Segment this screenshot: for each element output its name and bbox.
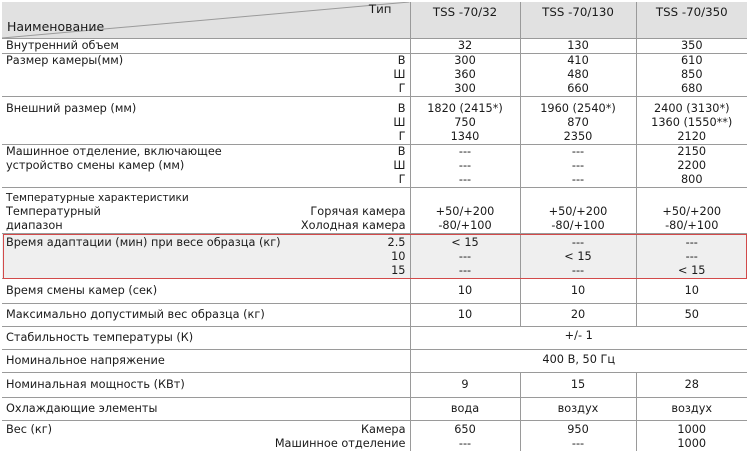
cell-value: --- bbox=[571, 159, 585, 172]
row-external-size bbox=[2, 97, 747, 145]
cell-value: --- bbox=[458, 437, 472, 450]
cell-value: вода bbox=[410, 398, 520, 421]
weight-label: 15 bbox=[391, 264, 406, 277]
row-label: Номинальная мощность (КВт) bbox=[2, 373, 410, 398]
cell-value: 10 bbox=[410, 279, 520, 304]
cell-value: 10 bbox=[520, 279, 636, 304]
cell-value: воздух bbox=[520, 398, 636, 421]
cell-value: --- bbox=[458, 159, 472, 172]
name-label: Наименование bbox=[7, 19, 105, 34]
cell-value: +50/+200 bbox=[548, 205, 608, 218]
cell-value: < 15 bbox=[564, 250, 592, 263]
cell-value: 750 bbox=[454, 116, 476, 129]
cell-value: +/- 1 bbox=[410, 327, 747, 350]
cell-value: < 15 bbox=[678, 264, 706, 277]
row-stability bbox=[2, 327, 747, 350]
cell-value: -80/+100 bbox=[665, 219, 719, 232]
cell-value: 2150 bbox=[677, 145, 707, 158]
cell-value: 350 bbox=[636, 39, 747, 54]
header-row bbox=[2, 2, 747, 39]
cell-value: --- bbox=[571, 173, 585, 186]
cell-value: 480 bbox=[567, 68, 589, 81]
cell-value: 28 bbox=[636, 373, 747, 398]
cell-value: --- bbox=[571, 264, 585, 277]
cell-value: --- bbox=[458, 264, 472, 277]
row-power bbox=[2, 373, 747, 398]
cell-value: 870 bbox=[567, 116, 589, 129]
cell-value: 1820 (2415*) bbox=[427, 102, 503, 115]
cell-value: 1000 bbox=[677, 437, 707, 450]
row-cooling bbox=[2, 398, 747, 421]
cell-value: +50/+200 bbox=[435, 205, 495, 218]
cell-value: 650 bbox=[454, 423, 476, 436]
row-label: устройство смены камер (мм) bbox=[6, 159, 185, 172]
cell-value: --- bbox=[685, 236, 698, 249]
row-label: диапазон bbox=[6, 219, 63, 232]
cell-value: -80/+100 bbox=[551, 219, 605, 232]
dim-label: В bbox=[397, 145, 406, 158]
row-label: Номинальное напряжение bbox=[2, 350, 410, 373]
model-2-header: TSS -70/130 bbox=[542, 5, 614, 19]
cell-value: 300 bbox=[454, 54, 476, 67]
dim-label: Ш bbox=[393, 116, 406, 129]
cell-value: --- bbox=[571, 236, 585, 249]
cell-value: 10 bbox=[636, 279, 747, 304]
cell-value: 9 bbox=[410, 373, 520, 398]
row-label: Размер камеры(мм) bbox=[6, 54, 124, 67]
cell-value: 2400 (3130*) bbox=[653, 102, 730, 115]
cell-value: --- bbox=[685, 250, 698, 263]
weight-label: 10 bbox=[391, 250, 406, 263]
row-label: Время адаптации (мин) при весе образца (кг) bbox=[6, 236, 281, 249]
row-machine-room bbox=[2, 145, 747, 188]
cell-value: 1960 (2540*) bbox=[540, 102, 616, 115]
dim-label: Ш bbox=[393, 159, 406, 172]
row-label: Стабильность температуры (К) bbox=[2, 327, 410, 350]
cell-value: 1360 (1550**) bbox=[651, 116, 733, 129]
cell-value: 660 bbox=[567, 82, 589, 95]
cell-value: 32 bbox=[410, 39, 520, 54]
cell-value: воздух bbox=[636, 398, 747, 421]
cold-chamber-label: Холодная камера bbox=[300, 219, 406, 232]
row-chamber-size bbox=[2, 54, 747, 97]
cell-value: --- bbox=[458, 145, 472, 158]
dim-label: В bbox=[397, 102, 406, 115]
row-adaptation-time bbox=[2, 234, 747, 279]
cell-value: --- bbox=[458, 250, 472, 263]
row-change-time bbox=[2, 279, 747, 304]
cell-value: 2350 bbox=[563, 130, 593, 143]
cell-value: 15 bbox=[520, 373, 636, 398]
cell-value: 360 bbox=[454, 68, 476, 81]
cell-value: 10 bbox=[410, 304, 520, 327]
cell-value: 950 bbox=[567, 423, 589, 436]
cell-value: --- bbox=[571, 145, 585, 158]
dim-label: Г bbox=[398, 173, 406, 186]
dim-label: Г bbox=[398, 130, 406, 143]
cell-value: 130 bbox=[520, 39, 636, 54]
row-temperature bbox=[2, 188, 747, 234]
cell-value: 20 bbox=[520, 304, 636, 327]
dim-label: В bbox=[397, 54, 406, 67]
cell-value: 2120 bbox=[677, 130, 707, 143]
cell-value: --- bbox=[571, 437, 585, 450]
section-label: Температурные характеристики bbox=[6, 192, 189, 204]
machine-room-label: Машинное отделение bbox=[274, 437, 406, 450]
type-label: Тип bbox=[368, 2, 392, 16]
cell-value: 850 bbox=[680, 68, 703, 81]
row-inner-volume bbox=[2, 39, 747, 54]
cell-value: 800 bbox=[680, 173, 703, 186]
row-label: Вес (кг) bbox=[6, 423, 53, 436]
model-3-header: TSS -70/350 bbox=[655, 5, 728, 19]
row-label: Время смены камер (сек) bbox=[2, 279, 410, 304]
row-voltage bbox=[2, 350, 747, 373]
weight-label: 2.5 bbox=[387, 236, 406, 249]
row-label: Температурный bbox=[6, 205, 101, 218]
row-label: Машинное отделение, включающее bbox=[6, 145, 222, 158]
hot-chamber-label: Горячая камера bbox=[310, 205, 406, 218]
cell-value: 2200 bbox=[677, 159, 707, 172]
cell-value: -80/+100 bbox=[438, 219, 492, 232]
cell-value: --- bbox=[458, 173, 472, 186]
row-label: Внутренний объем bbox=[6, 39, 119, 52]
cell-value: 50 bbox=[636, 304, 747, 327]
cell-value: 410 bbox=[567, 54, 589, 67]
row-max-weight bbox=[2, 304, 747, 327]
cell-value: 1340 bbox=[450, 130, 480, 143]
cell-value: 400 В, 50 Гц bbox=[410, 350, 747, 373]
chamber-label: Камера bbox=[360, 423, 406, 436]
cell-value: 610 bbox=[680, 54, 703, 67]
row-label: Внешний размер (мм) bbox=[6, 102, 137, 115]
cell-value: +50/+200 bbox=[662, 205, 722, 218]
dim-label: Ш bbox=[393, 68, 406, 81]
spec-table bbox=[2, 2, 747, 451]
cell-value: < 15 bbox=[451, 236, 479, 249]
cell-value: 300 bbox=[454, 82, 476, 95]
cell-value: 680 bbox=[680, 82, 703, 95]
row-label: Максимально допустимый вес образца (кг) bbox=[2, 304, 410, 327]
row-weight bbox=[2, 421, 747, 452]
model-1-header: TSS -70/32 bbox=[432, 5, 498, 19]
row-label: Охлаждающие элементы bbox=[2, 398, 410, 421]
dim-label: Г bbox=[398, 82, 406, 95]
cell-value: 1000 bbox=[677, 423, 707, 436]
